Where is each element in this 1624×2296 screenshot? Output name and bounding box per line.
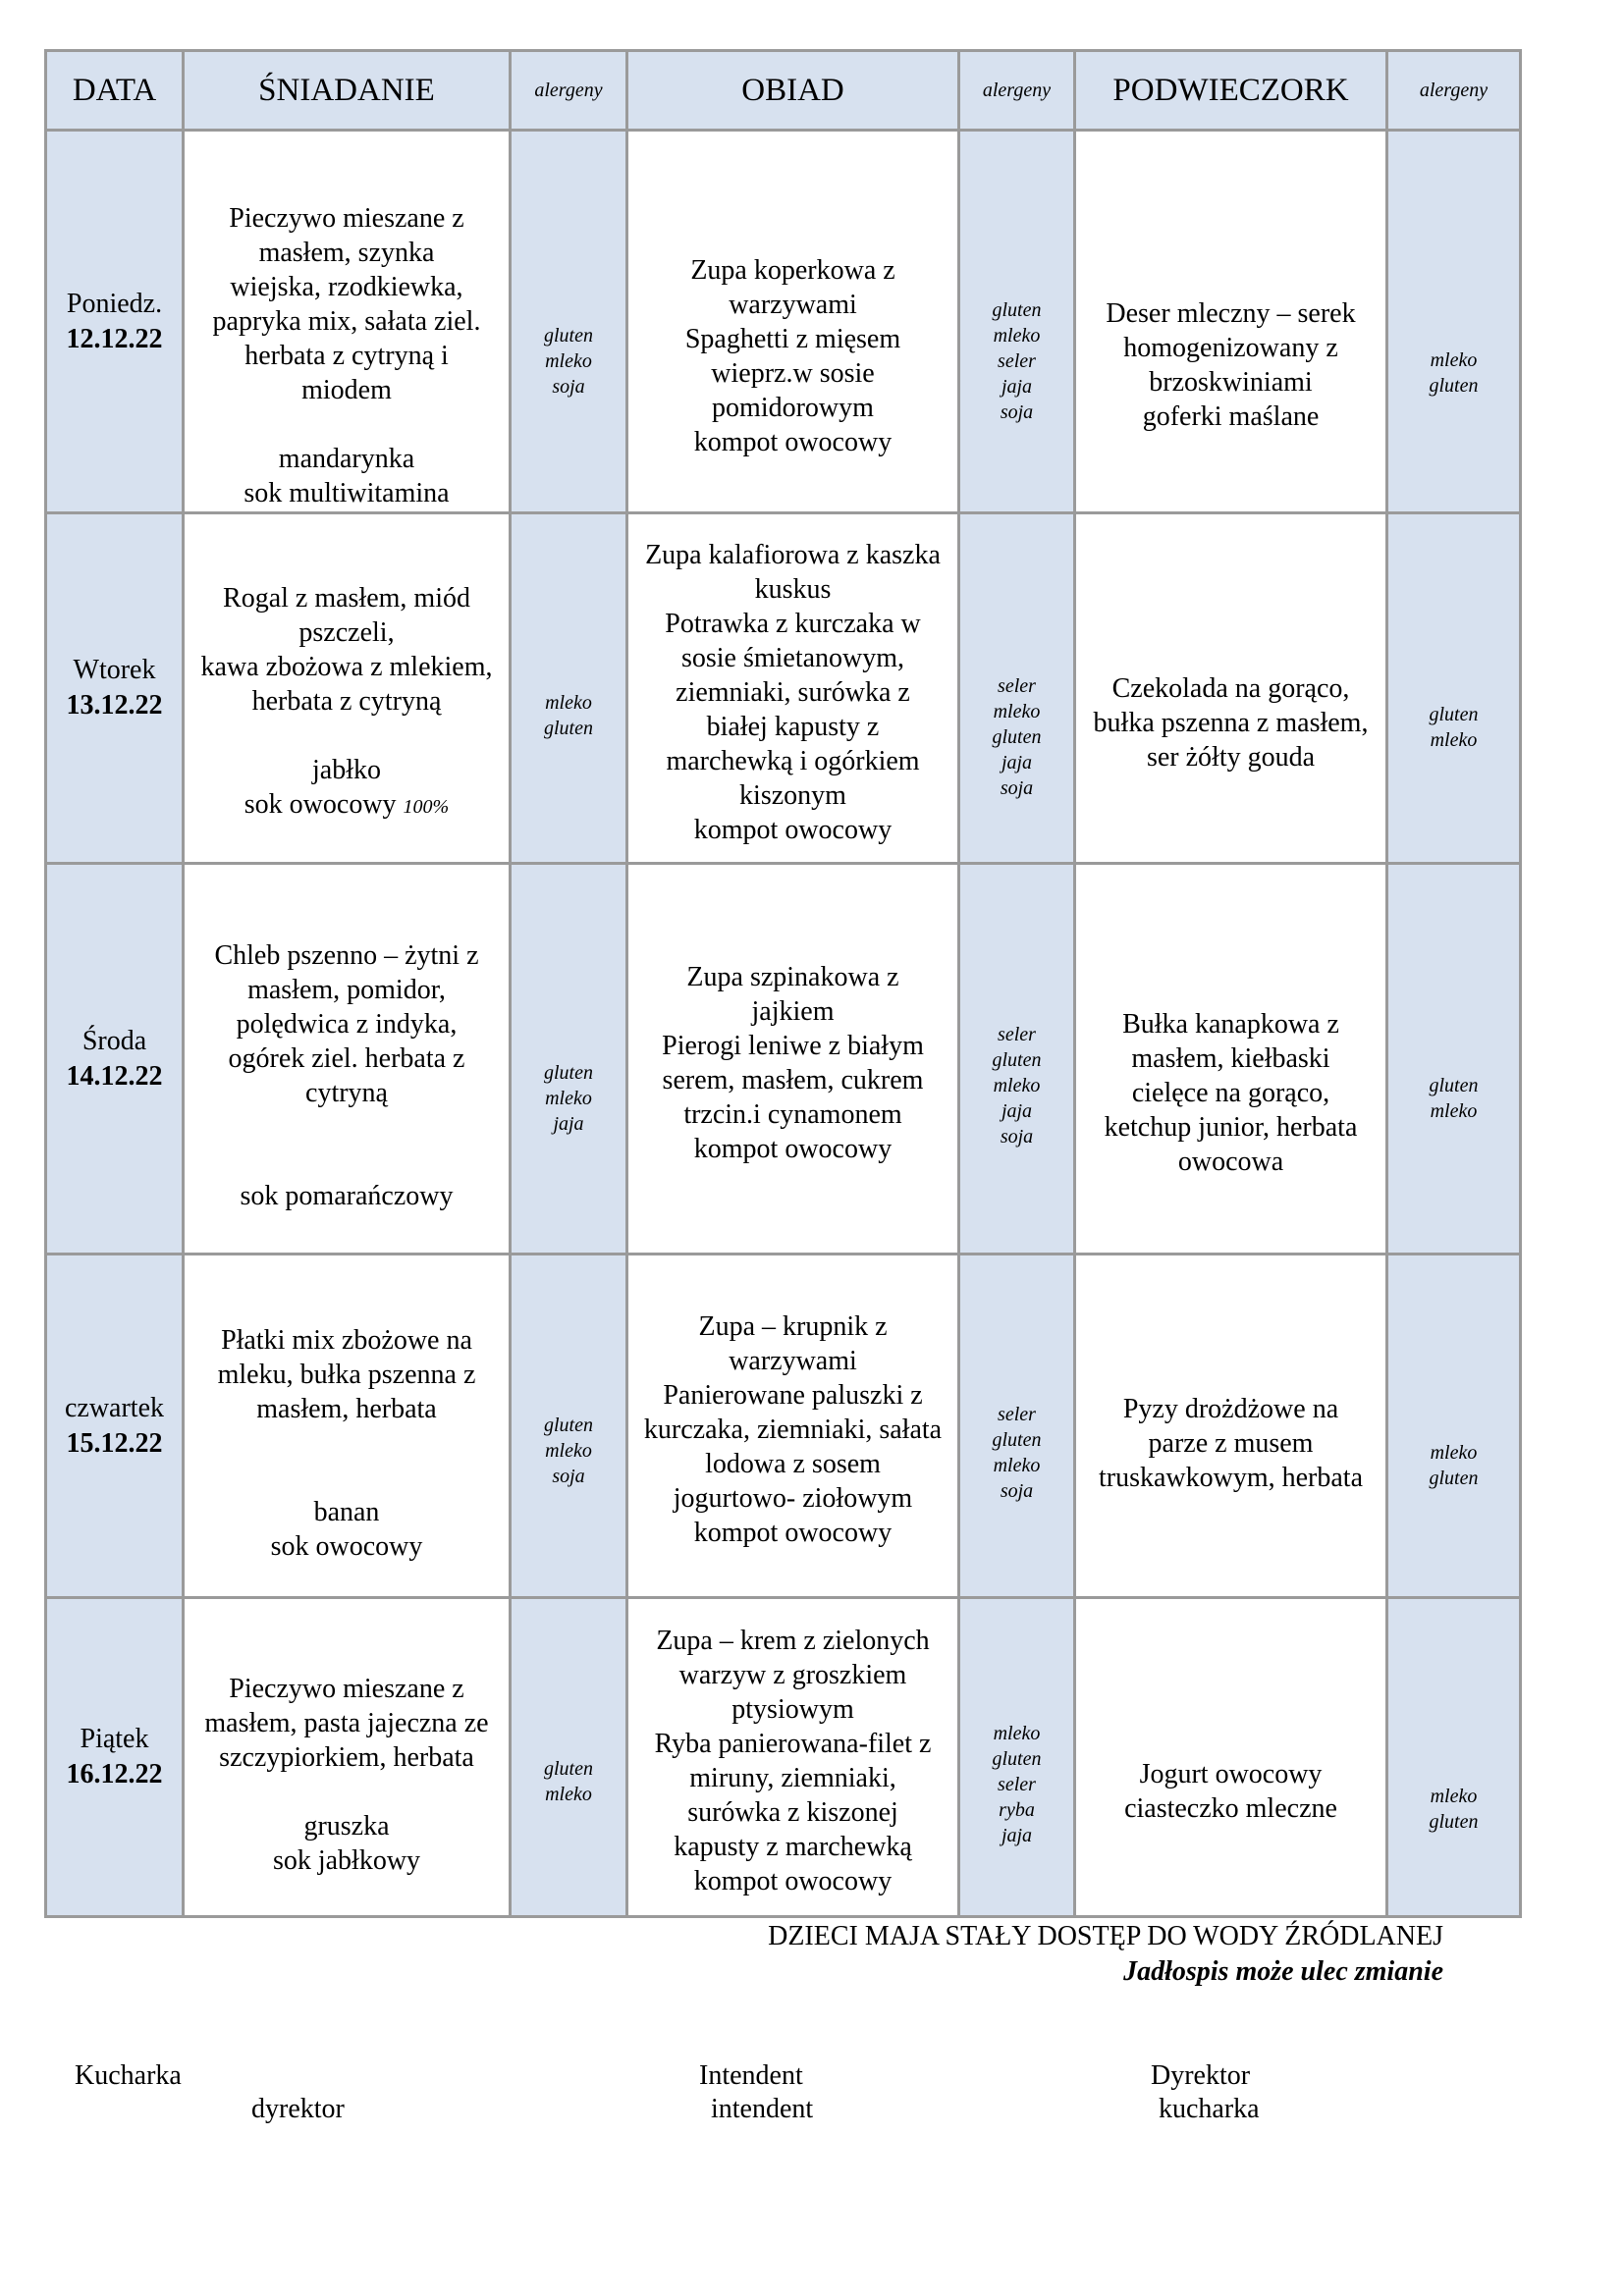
snack-allergens-cell — [1387, 1255, 1521, 1598]
allergen-item: soja — [1000, 400, 1034, 423]
breakfast-cell-line: sok owocowy — [270, 1530, 423, 1562]
breakfast-cell-line: masłem, pomidor, — [247, 975, 446, 1005]
day-name: Środa — [81, 1025, 147, 1056]
snack-cell-line: homogenizowany z — [1123, 332, 1338, 363]
lunch-cell-line: Potrawka z kurczaka w — [665, 608, 921, 639]
lunch-cell-line: warzywami — [729, 289, 857, 320]
breakfast-cell-line: Płatki mix zbożowe na — [221, 1324, 472, 1356]
day-name: czwartek — [64, 1392, 165, 1423]
snack-cell-line: masłem, kiełbaski — [1131, 1043, 1330, 1074]
header-date: DATA — [46, 51, 184, 131]
allergen-item: gluten — [1429, 1074, 1479, 1096]
breakfast-cell-line: Pieczywo mieszane z — [229, 1673, 464, 1704]
lunch-cell-line: Ryba panierowana-filet z — [654, 1729, 932, 1759]
date-cell — [46, 513, 184, 864]
allergen-item: mleko — [1430, 349, 1478, 371]
lunch-allergens-cell — [959, 513, 1075, 864]
lunch-allergens-cell — [959, 1598, 1075, 1917]
allergen-item: mleko — [993, 1722, 1041, 1744]
lunch-cell-line: ptysiowym — [731, 1694, 854, 1725]
allergen-item: mleko — [545, 691, 592, 714]
allergen-item: gluten — [544, 1061, 593, 1084]
day-date: 16.12.22 — [66, 1759, 163, 1789]
snack-cell-line: owocowa — [1177, 1147, 1284, 1177]
lunch-allergens-cell — [959, 1255, 1075, 1598]
lunch-allergens-cell — [959, 864, 1075, 1255]
allergen-item: jaja — [1001, 1824, 1033, 1846]
lunch-cell-line: jajkiem — [751, 995, 835, 1027]
breakfast-cell-line: szczypiorkiem, herbata — [219, 1741, 474, 1773]
allergen-item: gluten — [1429, 704, 1479, 725]
allergen-item: seler — [998, 1024, 1036, 1045]
allergen-item: soja — [1000, 777, 1034, 799]
breakfast-allergens-cell — [511, 864, 627, 1255]
lunch-cell — [627, 131, 959, 513]
snack-cell-line: Pyzy drożdżowe na — [1122, 1393, 1339, 1424]
breakfast-cell-line: Chleb pszenno – żytni z — [214, 940, 479, 971]
snack-cell — [1075, 131, 1387, 513]
day-date: 13.12.22 — [66, 690, 163, 721]
lunch-cell-line: jogurtowo- ziołowym — [673, 1483, 913, 1514]
allergen-item: gluten — [544, 1758, 593, 1780]
breakfast-cell-line: mleku, bułka pszenna z — [217, 1359, 476, 1390]
lunch-cell — [627, 513, 959, 864]
change-note: Jadłospis może ulec zmianie — [1123, 1956, 1443, 1987]
snack-cell — [1075, 864, 1387, 1255]
lunch-cell-line: miruny, ziemniaki, — [689, 1763, 896, 1793]
breakfast-cell — [184, 131, 511, 513]
allergen-item: mleko — [545, 1087, 592, 1109]
breakfast-cell — [184, 864, 511, 1255]
snack-cell-line: ser żółty gouda — [1146, 741, 1316, 773]
lunch-cell-line: serem, masłem, cukrem — [662, 1064, 924, 1095]
breakfast-cell-line: papryka mix, sałata ziel. — [212, 306, 481, 337]
allergen-item: soja — [552, 375, 585, 398]
snack-cell-line: truskawkowym, herbata — [1098, 1462, 1364, 1493]
date-cell — [46, 131, 184, 513]
breakfast-cell-line — [187, 1145, 507, 1179]
allergen-item: soja — [552, 1465, 585, 1487]
lunch-cell — [627, 1255, 959, 1598]
snack-allergens-cell — [1387, 864, 1521, 1255]
breakfast-cell-line: miodem — [301, 375, 392, 405]
signature-cook — [75, 2059, 345, 2126]
allergen-item: jaja — [1001, 1100, 1033, 1122]
lunch-cell-line: kompot owocowy — [693, 1518, 893, 1548]
snack-cell-line: ketchup junior, herbata — [1104, 1112, 1358, 1143]
lunch-cell-line: marchewką i ogórkiem — [666, 745, 920, 776]
breakfast-cell — [184, 1598, 511, 1917]
allergen-item: gluten — [992, 1747, 1042, 1770]
allergen-item: gluten — [544, 717, 593, 739]
breakfast-allergens-cell — [511, 513, 627, 864]
breakfast-cell-line: Rogal z masłem, miód — [223, 583, 470, 614]
allergen-item: gluten — [544, 1414, 593, 1436]
table-row — [46, 513, 1521, 864]
lunch-cell-line: surówka z kiszonej — [687, 1797, 898, 1828]
signature-cook-sub: dyrektor — [251, 2094, 345, 2124]
allergen-item: mleko — [1430, 1785, 1478, 1807]
breakfast-cell-line: mandarynka — [278, 444, 415, 474]
allergen-item: seler — [998, 675, 1036, 697]
breakfast-cell-line: masłem, pasta jajeczna ze — [204, 1707, 489, 1738]
lunch-cell-line: kapusty z marchewką — [674, 1832, 912, 1862]
snack-cell-line: parze z musem — [1148, 1427, 1314, 1459]
allergen-item: mleko — [545, 349, 592, 372]
breakfast-note: 100% — [403, 796, 450, 818]
breakfast-cell-line — [187, 1426, 507, 1461]
signature-cook-label: Kucharka — [75, 2060, 182, 2091]
breakfast-allergens-cell — [511, 1255, 627, 1598]
lunch-cell-line: Zupa koperkowa z — [690, 254, 895, 286]
snack-cell-line: Jogurt owocowy — [1139, 1759, 1323, 1789]
lunch-allergens-cell — [959, 131, 1075, 513]
breakfast-cell-line: banan — [313, 1496, 380, 1527]
allergen-item: gluten — [992, 726, 1042, 748]
allergen-item: mleko — [1430, 729, 1478, 751]
breakfast-cell-line — [187, 719, 507, 753]
breakfast-cell-line: herbata z cytryną i — [244, 341, 449, 371]
lunch-cell-line: Zupa – krupnik z — [698, 1311, 888, 1342]
lunch-cell-line: kompot owocowy — [693, 814, 893, 845]
allergen-item: mleko — [545, 1784, 592, 1805]
breakfast-cell-line: sok pomarańczowy — [240, 1181, 454, 1211]
lunch-cell-line: lodowa z sosem — [705, 1449, 881, 1479]
breakfast-cell-line — [187, 1461, 507, 1495]
lunch-cell-line: warzywami — [729, 1346, 857, 1376]
allergen-item: gluten — [992, 1049, 1042, 1071]
date-cell — [46, 1255, 184, 1598]
snack-allergens-cell — [1387, 131, 1521, 513]
breakfast-cell-line: sok jabłkowy — [272, 1844, 421, 1876]
snack-cell — [1075, 1255, 1387, 1598]
lunch-cell-line: Panierowane paluszki z — [663, 1380, 923, 1411]
allergen-item: mleko — [1430, 1099, 1478, 1122]
lunch-cell-line: kuskus — [754, 573, 832, 605]
allergen-item: jaja — [553, 1112, 584, 1135]
lunch-cell-line: trzcin.i cynamonem — [683, 1098, 902, 1130]
breakfast-cell-line: wiejska, rzodkiewka, — [230, 272, 463, 302]
breakfast-cell-line: kawa zbożowa z mlekiem, — [200, 652, 493, 682]
allergen-item: soja — [1000, 1480, 1034, 1502]
allergen-item: mleko — [993, 701, 1041, 722]
allergen-item: gluten — [992, 298, 1042, 321]
breakfast-line-text: sok owocowy — [244, 789, 397, 820]
allergen-item: ryba — [999, 1798, 1035, 1821]
lunch-cell-line: kompot owocowy — [693, 1133, 893, 1164]
breakfast-cell-line — [187, 407, 507, 442]
allergen-item: mleko — [993, 1455, 1041, 1476]
breakfast-cell-line: gruszka — [303, 1810, 390, 1842]
breakfast-cell — [184, 513, 511, 864]
lunch-cell-line: Zupa – krem z zielonych — [656, 1626, 930, 1656]
allergen-item: gluten — [1429, 1810, 1479, 1833]
allergen-item: gluten — [992, 1429, 1042, 1451]
snack-cell-line: Deser mleczny – serek — [1106, 297, 1356, 329]
header-allergens-breakfast: alergeny — [511, 51, 627, 131]
lunch-cell-line: Pierogi leniwe z białym — [662, 1030, 924, 1061]
lunch-cell-line: kiszonym — [739, 779, 846, 811]
allergen-item: mleko — [1430, 1441, 1478, 1464]
snack-cell — [1075, 1598, 1387, 1917]
header-lunch: OBIAD — [627, 51, 959, 131]
snack-allergens-cell — [1387, 1598, 1521, 1917]
allergen-item: gluten — [544, 324, 593, 347]
header-allergens-snack: alergeny — [1387, 51, 1521, 131]
table-row — [46, 131, 1521, 513]
menu-table — [44, 49, 1522, 1918]
allergen-item: mleko — [993, 1075, 1041, 1096]
day-name: Wtorek — [73, 655, 156, 685]
allergen-item: jaja — [1001, 752, 1033, 774]
lunch-cell-line: białej kapusty z — [706, 711, 880, 742]
lunch-cell-line: pomidorowym — [712, 392, 874, 423]
header-breakfast: ŚNIADANIE — [184, 51, 511, 131]
breakfast-cell-line — [187, 1110, 507, 1145]
day-date: 14.12.22 — [66, 1060, 163, 1092]
day-date: 15.12.22 — [66, 1427, 163, 1459]
lunch-cell-line: kompot owocowy — [693, 1866, 893, 1896]
allergen-item: seler — [998, 349, 1036, 372]
lunch-cell-line: Zupa szpinakowa z — [686, 961, 899, 992]
breakfast-cell-line: ogórek ziel. herbata z — [228, 1043, 465, 1074]
allergen-item: mleko — [545, 1439, 592, 1462]
allergen-item: seler — [998, 1404, 1036, 1425]
lunch-cell — [627, 1598, 959, 1917]
signature-director-label: Dyrektor — [1151, 2060, 1251, 2091]
breakfast-allergens-cell — [511, 131, 627, 513]
lunch-cell-line: wieprz.w sosie — [711, 357, 875, 389]
lunch-cell-line: kurczaka, ziemniaki, sałata — [643, 1415, 943, 1445]
allergen-item: gluten — [1429, 375, 1479, 397]
allergen-item: gluten — [1429, 1467, 1479, 1489]
lunch-cell-line: Zupa kalafiorowa z kaszka — [645, 539, 941, 570]
date-cell — [46, 1598, 184, 1917]
snack-cell-line: brzoskwiniami — [1149, 366, 1313, 398]
lunch-cell-line: Spaghetti z mięsem — [684, 323, 901, 354]
lunch-cell-line: warzyw z groszkiem — [678, 1660, 907, 1690]
breakfast-cell-line: sok multiwitamina — [244, 478, 450, 508]
snack-cell-line: cielęce na gorąco, — [1131, 1078, 1330, 1108]
breakfast-cell-line — [187, 1775, 507, 1809]
header-snack: PODWIECZORK — [1075, 51, 1387, 131]
date-cell — [46, 864, 184, 1255]
day-name: Poniedz. — [66, 288, 163, 319]
signature-director-sub: kucharka — [1159, 2094, 1260, 2124]
table-row — [46, 1255, 1521, 1598]
snack-cell-line: Czekolada na gorąco, — [1111, 672, 1350, 704]
allergen-item: soja — [1000, 1126, 1034, 1148]
snack-allergens-cell — [1387, 513, 1521, 864]
day-name: Piątek — [80, 1724, 149, 1754]
signature-director — [1151, 2059, 1260, 2126]
lunch-cell-line: kompot owocowy — [693, 426, 893, 457]
allergen-item: jaja — [1001, 375, 1033, 398]
allergen-item: mleko — [993, 324, 1041, 347]
lunch-cell — [627, 864, 959, 1255]
snack-cell-line: goferki maślane — [1142, 400, 1320, 432]
snack-cell-line: bułka pszenna z masłem, — [1093, 707, 1369, 738]
signature-quartermaster-sub: intendent — [711, 2094, 814, 2124]
breakfast-allergens-cell — [511, 1598, 627, 1917]
table-row — [46, 1598, 1521, 1917]
breakfast-cell-line: cytryną — [305, 1078, 388, 1108]
snack-cell — [1075, 513, 1387, 864]
snack-cell-line: ciasteczko mleczne — [1124, 1793, 1337, 1824]
lunch-cell-line: ziemniaki, surówka z — [676, 676, 910, 708]
breakfast-cell-line: polędwica z indyka, — [236, 1009, 458, 1040]
lunch-cell-line: sosie śmietanowym, — [680, 642, 905, 673]
notes — [0, 1919, 1443, 1990]
menu-body — [46, 131, 1521, 1917]
breakfast-cell-line: masłem, szynka — [258, 238, 435, 268]
allergen-item: seler — [998, 1773, 1036, 1795]
breakfast-cell-line — [187, 787, 507, 825]
day-date: 12.12.22 — [66, 323, 163, 354]
water-note: DZIECI MAJA STAŁY DOSTĘP DO WODY ŹRÓDLANEJ — [768, 1921, 1443, 1951]
breakfast-cell-line: jabłko — [312, 755, 381, 785]
breakfast-cell-line: Pieczywo mieszane z — [229, 203, 464, 234]
snack-cell-line: Bułka kanapkowa z — [1122, 1009, 1339, 1040]
breakfast-cell — [184, 1255, 511, 1598]
breakfast-cell-line: masłem, herbata — [256, 1393, 437, 1424]
header-row — [46, 51, 1521, 131]
breakfast-cell-line: pszczeli, — [298, 617, 395, 648]
signature-quartermaster-label: Intendent — [699, 2060, 803, 2091]
signature-quartermaster — [699, 2059, 813, 2126]
breakfast-cell-line: herbata z cytryną — [251, 686, 442, 717]
table-row — [46, 864, 1521, 1255]
header-allergens-lunch: alergeny — [959, 51, 1075, 131]
